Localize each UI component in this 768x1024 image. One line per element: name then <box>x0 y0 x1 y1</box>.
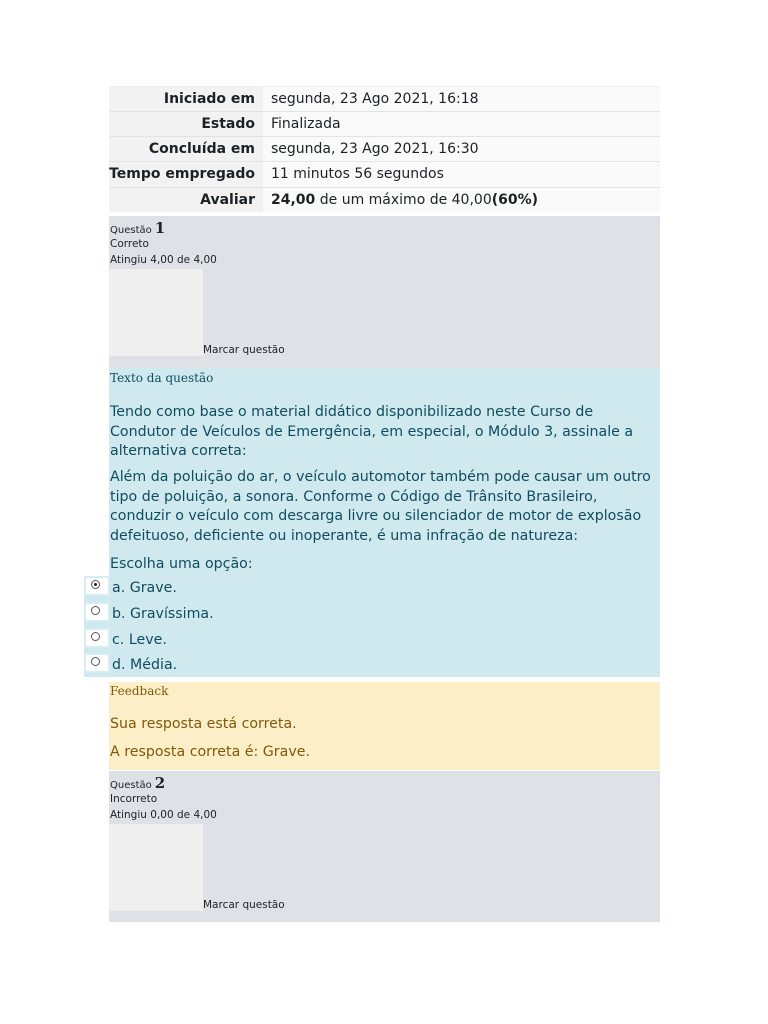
question-prefix: Questão <box>110 225 152 236</box>
answer-prompt: Escolha uma opção: <box>110 556 253 572</box>
summary-value <box>263 188 660 213</box>
summary-row-started <box>109 87 660 112</box>
feedback-result: Sua resposta está correta. <box>110 716 297 732</box>
radio-box <box>84 628 110 648</box>
feedback-heading: Feedback <box>110 684 169 698</box>
summary-row-completed <box>109 137 660 162</box>
summary-row-grade <box>109 188 660 213</box>
answer-option-b[interactable] <box>84 602 660 624</box>
radio-checked-icon[interactable] <box>91 580 100 589</box>
summary-value: segunda, 23 Ago 2021, 16:18 <box>263 87 660 112</box>
question-info-1 <box>109 216 660 368</box>
radio-box <box>84 653 110 673</box>
summary-row-time-taken <box>109 162 660 188</box>
summary-label: Estado <box>109 112 263 137</box>
question-number-value: 2 <box>154 774 166 792</box>
summary-label: Tempo empregado <box>109 162 263 188</box>
summary-value: segunda, 23 Ago 2021, 16:30 <box>263 137 660 162</box>
question-state: Correto <box>110 238 149 250</box>
summary-value: 11 minutos 56 segundos <box>263 162 660 188</box>
answer-option-c[interactable] <box>84 628 660 650</box>
question-prefix: Questão <box>110 780 152 791</box>
radio-icon[interactable] <box>91 657 100 666</box>
grade-score: 24,00 <box>271 192 316 208</box>
attempt-summary-table <box>109 86 660 212</box>
feedback-panel <box>109 682 660 770</box>
question-number <box>110 774 165 792</box>
summary-label: Concluída em <box>109 137 263 162</box>
radio-icon[interactable] <box>91 606 100 615</box>
answer-option-a[interactable] <box>84 576 660 598</box>
answer-option-label[interactable]: a. Grave. <box>112 580 177 596</box>
radio-box <box>84 576 110 596</box>
grade-max: de um máximo de 40,00 <box>315 192 492 208</box>
question-text-heading: Texto da questão <box>110 371 214 385</box>
summary-label: Iniciado em <box>109 87 263 112</box>
question-grade: Atingiu 0,00 de 4,00 <box>110 809 217 821</box>
flag-icon <box>109 269 203 356</box>
question-number <box>110 219 165 237</box>
feedback-correct-answer: A resposta correta é: Grave. <box>110 744 310 760</box>
radio-box <box>84 602 110 622</box>
radio-icon[interactable] <box>91 632 100 641</box>
summary-row-state <box>109 112 660 137</box>
answer-option-label[interactable]: c. Leve. <box>112 632 167 648</box>
summary-label: Avaliar <box>109 188 263 213</box>
question-text-paragraph: Tendo como base o material didático disponibilizado neste Curso de Condutor de Veículos de Emergência, em especial, o Módulo 3, assinale a alternativa correta: <box>110 404 634 459</box>
question-info-2 <box>109 771 660 922</box>
summary-value: Finalizada <box>263 112 660 137</box>
flag-question-link[interactable]: Marcar questão <box>203 899 285 911</box>
question-text-paragraph: Além da poluição do ar, o veículo automotor também pode causar um outro tipo de poluição, a sonora. Conforme o Código de Trânsito Brasileiro, conduzir o veículo com descarga livre ou silenciador de motor de explosão defeituoso, deficiente ou inoperante, é uma infração de natureza: <box>110 469 651 544</box>
flag-question-link[interactable]: Marcar questão <box>203 344 285 356</box>
question-state: Incorreto <box>110 793 158 805</box>
answer-option-d[interactable] <box>84 653 660 675</box>
grade-percent: (60%) <box>491 192 539 208</box>
flag-icon <box>109 824 203 911</box>
answer-option-label[interactable]: b. Gravíssima. <box>112 606 214 622</box>
answer-option-label[interactable]: d. Média. <box>112 657 178 673</box>
question-grade: Atingiu 4,00 de 4,00 <box>110 254 217 266</box>
question-number-value: 1 <box>154 219 166 237</box>
